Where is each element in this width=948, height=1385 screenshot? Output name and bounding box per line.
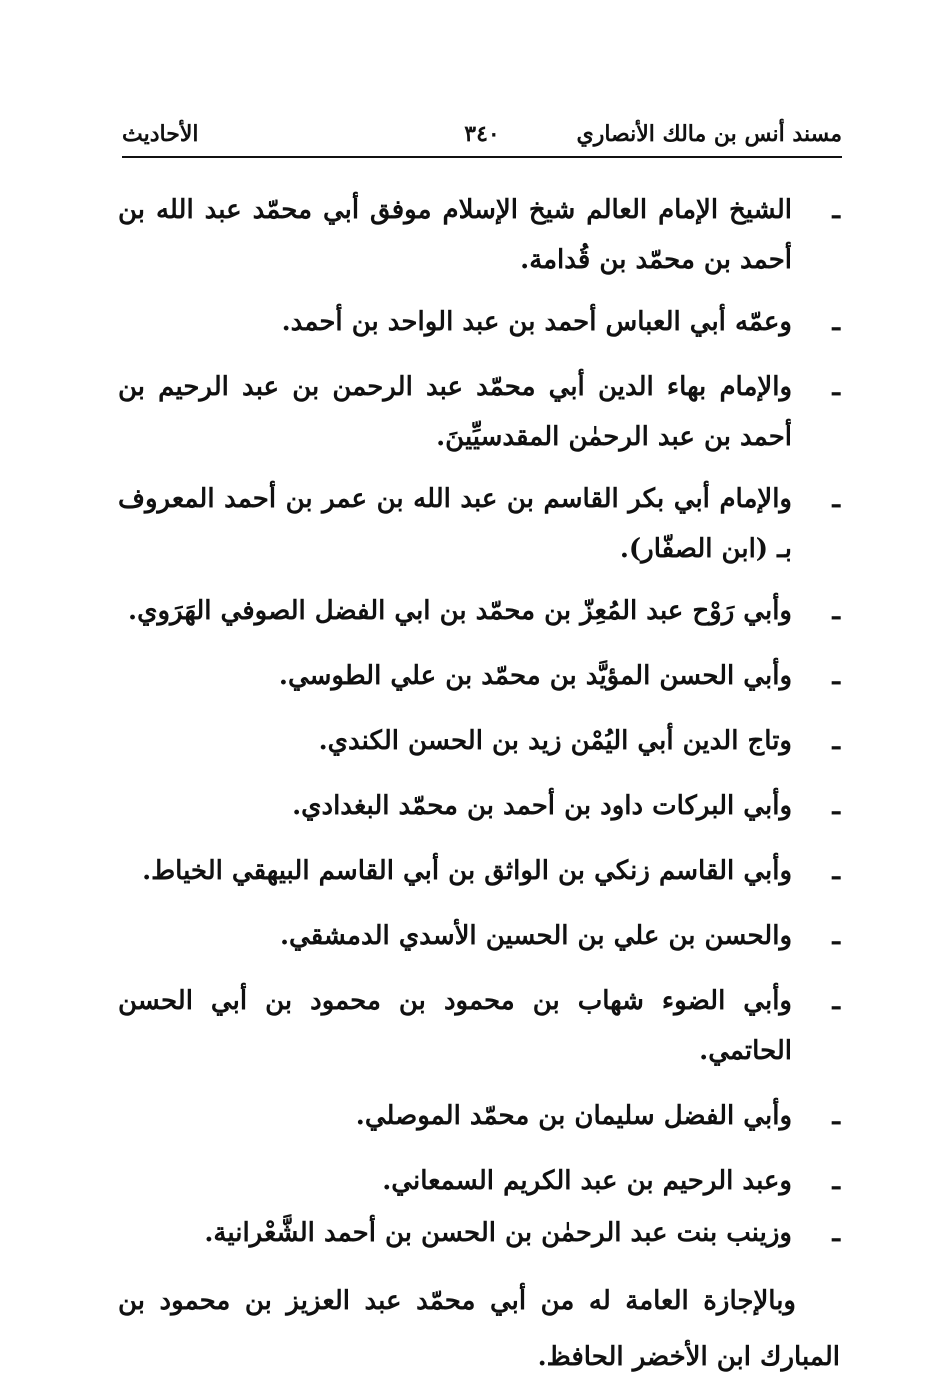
dash-marker: ـ xyxy=(832,307,840,337)
dash-marker: ـ xyxy=(832,1101,840,1131)
narrator-entry xyxy=(118,297,840,347)
entry-text: وزينب بنت عبد الرحمٰن بن الحسن بن أحمد الشَّعْرانية. xyxy=(204,1218,792,1248)
dash-marker: ـ xyxy=(832,1166,840,1196)
narrator-entry xyxy=(118,976,840,1076)
narrator-entry xyxy=(118,781,840,831)
dash-marker: ـ xyxy=(832,484,840,514)
entry-text: وأبي رَوْح عبد المُعِزّ بن محمّد بن ابي الفضل الصوفي الهَرَوي. xyxy=(128,596,792,626)
narrator-entry xyxy=(118,1091,840,1141)
dash-marker: ـ xyxy=(832,921,840,951)
header-rule xyxy=(122,156,842,158)
section-title: الأحاديث xyxy=(122,121,199,147)
entry-text: وتاج الدين أبي اليُمْن زيد بن الحسن الكندي. xyxy=(318,726,792,756)
entry-text: وأبي الضوء شهاب بن محمود بن محمود بن أبي الحسن الحاتمي. xyxy=(118,986,792,1066)
page-header xyxy=(122,116,842,156)
entry-text: وعمّه أبي العباس أحمد بن عبد الواحد بن أحمد. xyxy=(281,307,792,337)
page-body xyxy=(118,185,840,1385)
book-title: مسند أنس بن مالك الأنصاري xyxy=(576,121,842,147)
entry-text: وأبي القاسم زنكي بن الواثق بن أبي القاسم البيهقي الخياط. xyxy=(142,856,792,886)
entry-text: وعبد الرحيم بن عبد الكريم السمعاني. xyxy=(382,1166,792,1196)
page-number: ٣٤٠ xyxy=(464,121,500,147)
narrator-entry xyxy=(118,651,840,701)
narrator-entry xyxy=(118,185,840,285)
dash-marker: ـ xyxy=(832,195,840,225)
narrator-entry xyxy=(118,911,840,961)
dash-marker: ـ xyxy=(832,856,840,886)
narrator-entry xyxy=(118,474,840,574)
narrator-entry xyxy=(118,586,840,636)
narrator-entry xyxy=(118,716,840,766)
narrator-entry xyxy=(118,1208,840,1258)
entry-text: الشيخ الإمام العالم شيخ الإسلام موفق أبي محمّد عبد الله بن أحمد بن محمّد بن قُدامة. xyxy=(118,195,792,275)
entry-text: والإمام بهاء الدين أبي محمّد عبد الرحمن بن عبد الرحيم بن أحمد بن عبد الرحمٰن المقدسيِّينَ. xyxy=(118,372,792,452)
dash-marker: ـ xyxy=(832,661,840,691)
entry-text: والحسن بن علي بن الحسين الأسدي الدمشقي. xyxy=(279,921,792,951)
narrator-entry xyxy=(118,846,840,896)
dash-marker: ـ xyxy=(832,596,840,626)
dash-marker: ـ xyxy=(832,986,840,1016)
dash-marker: ـ xyxy=(832,1218,840,1248)
narrator-entry xyxy=(118,362,840,462)
dash-marker: ـ xyxy=(832,791,840,821)
entry-text: والإمام أبي بكر القاسم بن عبد الله بن عمر بن أحمد المعروف بـ (ابن الصفّار). xyxy=(118,484,792,564)
entry-text: وأبي البركات داود بن أحمد بن محمّد البغدادي. xyxy=(292,791,792,821)
dash-marker: ـ xyxy=(832,372,840,402)
entry-text: وأبي الفضل سليمان بن محمّد الموصلي. xyxy=(355,1101,792,1131)
narrator-entry xyxy=(118,1156,840,1206)
entry-text: وأبي الحسن المؤيَّد بن محمّد بن علي الطوسي. xyxy=(278,661,792,691)
closing-paragraph: وبالإجازة العامة له من أبي محمّد عبد العزيز بن محمود بن المبارك ابن الأخضر الحافظ. xyxy=(118,1286,840,1372)
dash-marker: ـ xyxy=(832,726,840,756)
